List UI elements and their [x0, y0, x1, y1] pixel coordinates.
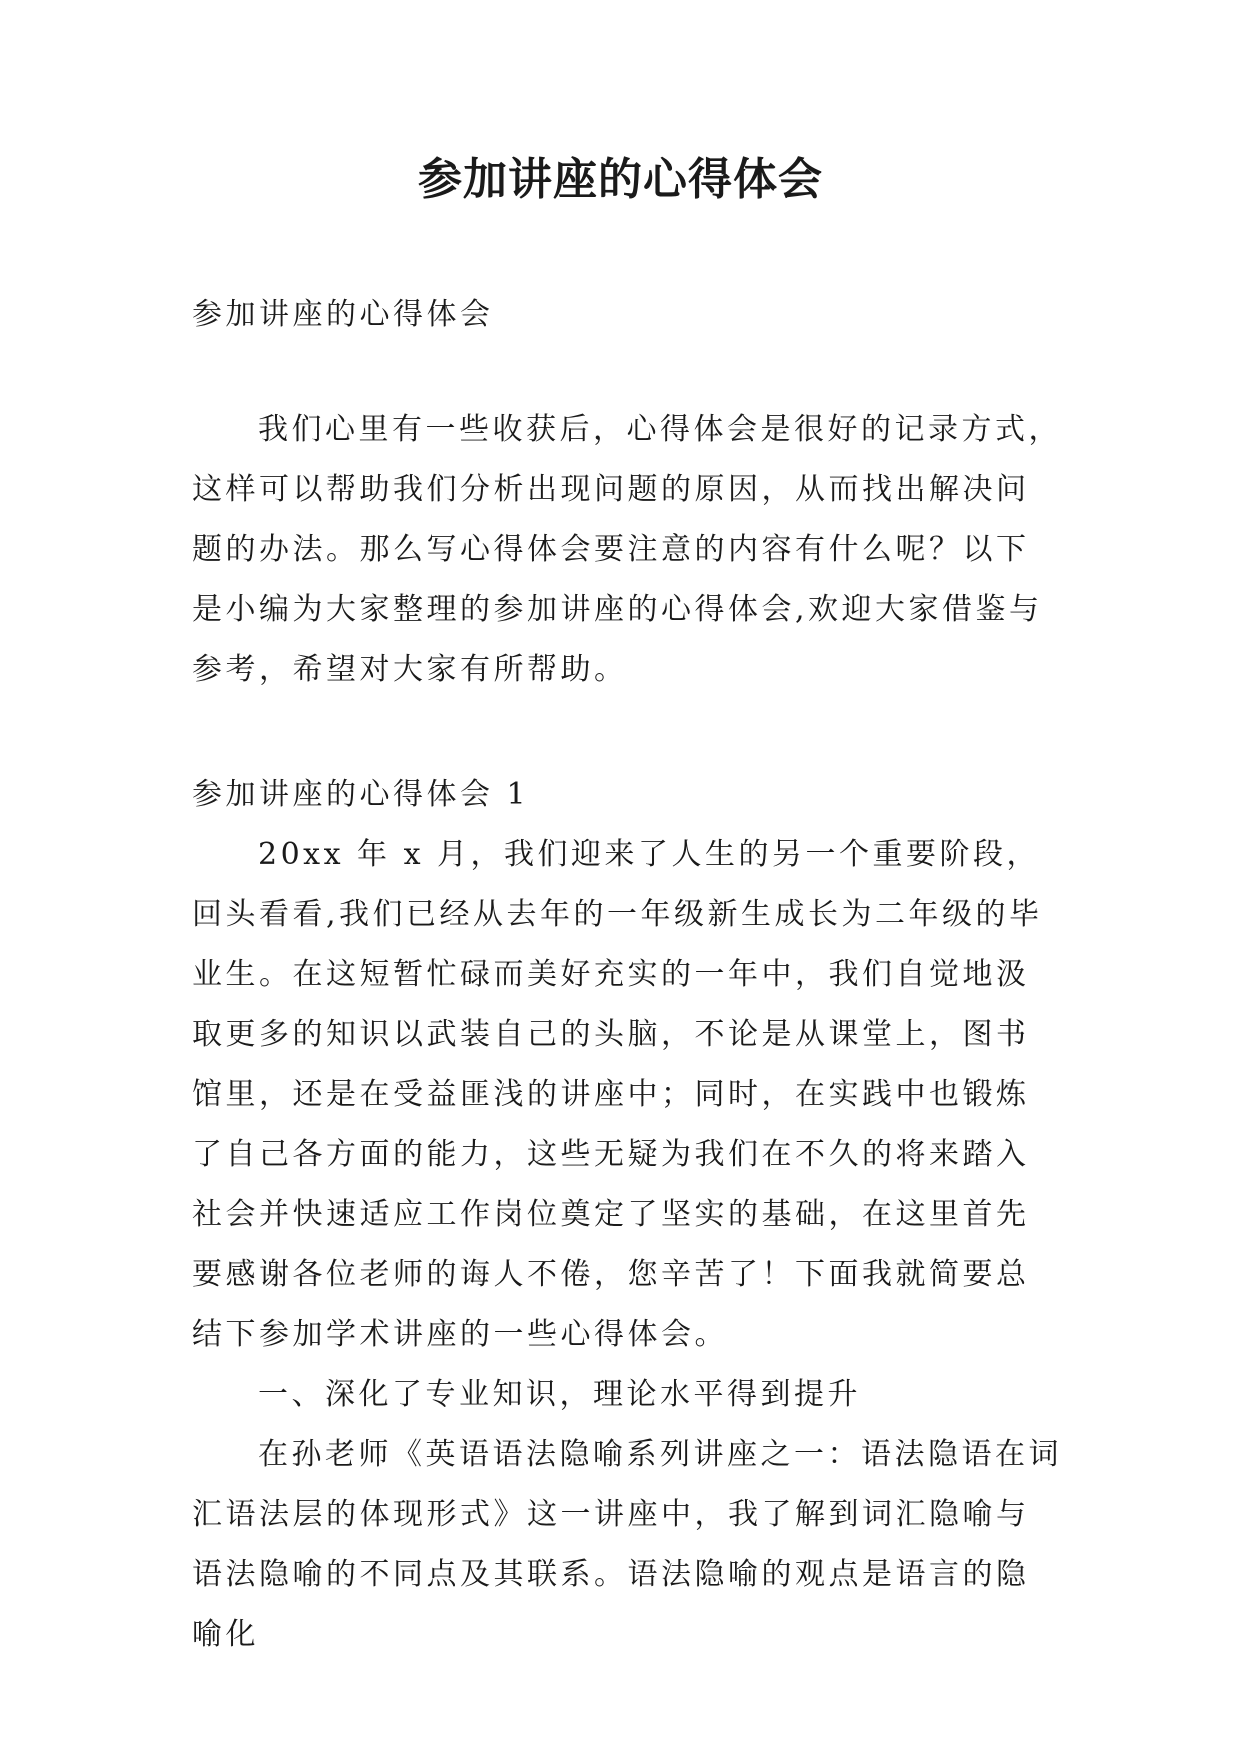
document-subtitle: 参加讲座的心得体会: [192, 297, 494, 332]
section-heading: 参加讲座的心得体会 1: [192, 777, 530, 812]
document-title: 参加讲座的心得体会: [418, 154, 823, 205]
section-point-heading: 一、深化了专业知识，理论水平得到提升: [258, 1377, 861, 1412]
intro-paragraph: 我们心里有一些收获后，心得体会是很好的记录方式，这样可以帮助我们分析出现问题的原因，从而找出解决问题的办法。那么写心得体会要注意的内容有什么呢？以下是小编为大家整理的参加讲座的心得体会,欢迎大家借鉴与参考，希望对大家有所帮助。: [192, 412, 1062, 687]
section-body: [192, 825, 1062, 1665]
section-paragraph: 20xx 年 x 月，我们迎来了人生的另一个重要阶段，回头看看,我们已经从去年的一年级新生成长为二年级的毕业生。在这短暂忙碌而美好充实的一年中，我们自觉地汲取更多的知识以武装自己的头脑，不论是从课堂上，图书馆里，还是在受益匪浅的讲座中；同时，在实践中也锻炼了自己各方面的能力，这些无疑为我们在不久的将来踏入社会并快速适应工作岗位奠定了坚实的基础，在这里首先要感谢各位老师的诲人不倦，您辛苦了！下面我就简要总结下参加学术讲座的一些心得体会。: [192, 837, 1043, 1352]
section-paragraph: 在孙老师《英语语法隐喻系列讲座之一：语法隐语在词汇语法层的体现形式》这一讲座中，我了解到词汇隐喻与语法隐喻的不同点及其联系。语法隐喻的观点是语言的隐喻化: [192, 1437, 1062, 1652]
